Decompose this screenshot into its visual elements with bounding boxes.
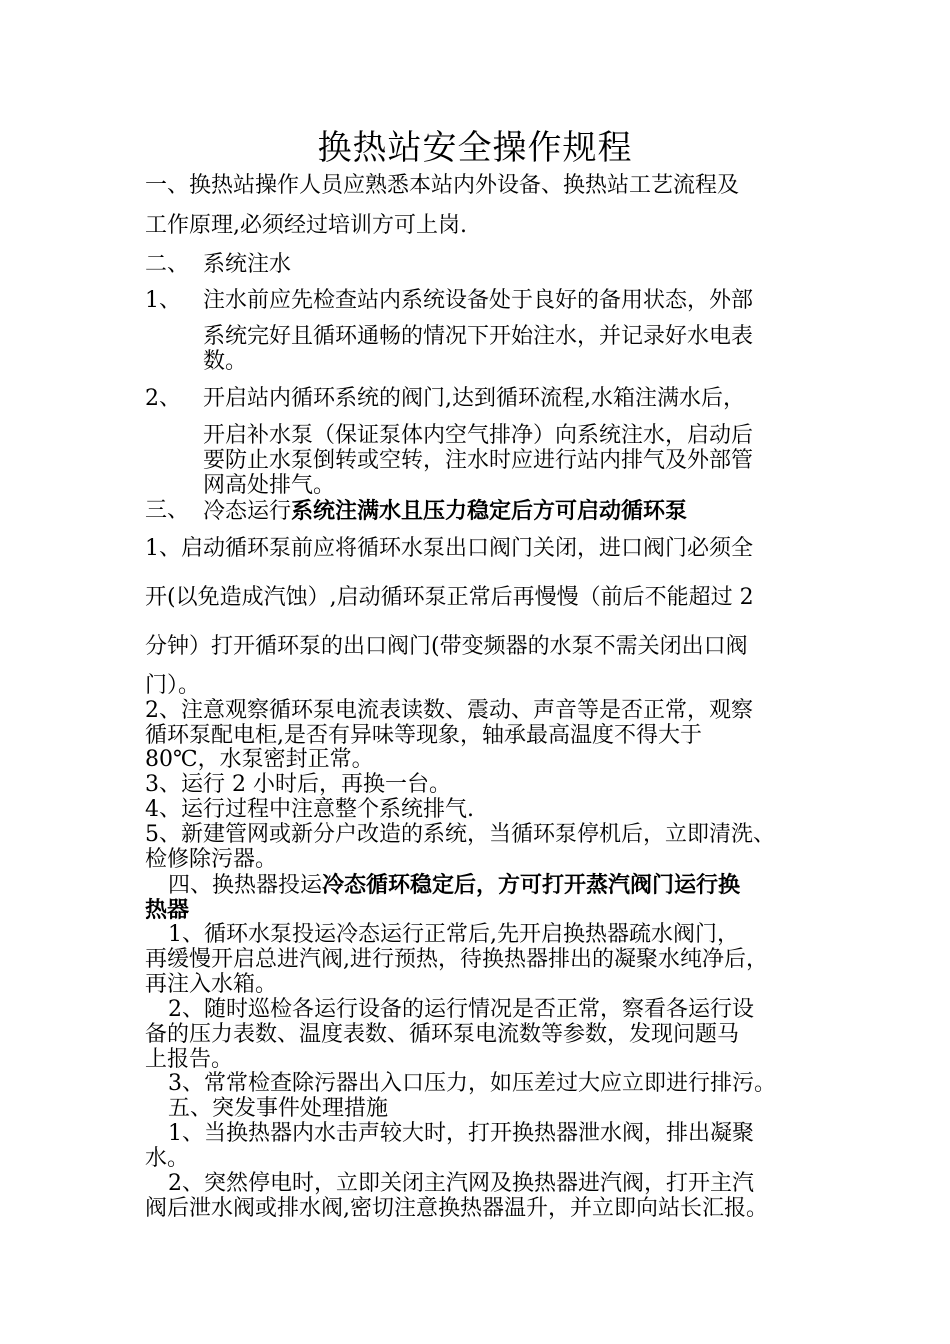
section-3-heading-normal: 冷态运行 [203, 499, 292, 524]
section-4-heading-bold-2: 热器 [145, 897, 190, 923]
section-5-item-2-line-2: 阀后泄水阀或排水阀,密切注意换热器温升，并立即向站长汇报。 [145, 1196, 768, 1221]
section-2-item-1-line-3: 数。 [203, 349, 248, 374]
section-2-item-2-number: 2、 [145, 386, 181, 411]
section-5-heading: 五、突发事件处理措施 [168, 1096, 389, 1121]
section-3-item-1-line-1: 1、启动循环泵前应将循环水泵出口阀门关闭，进口阀门必须全 [145, 536, 753, 561]
section-4-item-1-line-1: 1、循环水泵投运冷态运行正常后,先开启换热器疏水阀门， [168, 922, 739, 947]
section-2-item-2-line-1: 开启站内循环系统的阀门,达到循环流程,水箱注满水后， [203, 386, 745, 411]
section-2-item-1-line-2: 系统完好且循环通畅的情况下开始注水，并记录好水电表 [203, 324, 754, 349]
section-2-item-1-number: 1、 [145, 288, 181, 313]
section-2-item-2-line-4: 网高处排气。 [203, 473, 336, 498]
section-3-item-4: 4、运行过程中注意整个系统排气. [145, 797, 474, 822]
section-4-item-2-line-2: 备的压力表数、温度表数、循环泵电流数等参数，发现问题马 [145, 1022, 740, 1047]
document-title: 换热站安全操作规程 [317, 128, 633, 168]
section-4-item-2-line-1: 2、随时巡检各运行设备的运行情况是否正常，察看各运行设 [168, 997, 754, 1022]
section-2-heading: 系统注水 [203, 252, 292, 277]
section-3-item-1-line-3: 分钟）打开循环泵的出口阀门(带变频器的水泵不需关闭出口阀 [145, 634, 748, 659]
section-2-item-2-line-3: 要防止水泵倒转或空转，注水时应进行站内排气及外部管 [203, 448, 754, 473]
section-2-item-2-line-2: 开启补水泵（保证泵体内空气排净）向系统注水，启动后 [203, 423, 754, 448]
section-3-item-1-line-2: 开(以免造成汽蚀）,启动循环泵正常后再慢慢（前后不能超过 2 [145, 585, 754, 610]
section-4-heading-bold-1: 冷态循环稳定后，方可打开蒸汽阀门运行换 [322, 872, 741, 898]
section-3-heading [203, 497, 687, 526]
section-5-item-1-line-1: 1、当换热器内水击声较大时，打开换热器泄水阀，排出凝聚 [168, 1121, 754, 1146]
section-2-item-1-line-1: 注水前应先检查站内系统设备处于良好的备用状态，外部 [203, 288, 754, 313]
section-4-item-1-line-2: 再缓慢开启总进汽阀,进行预热，待换热器排出的凝聚水纯净后， [145, 947, 768, 972]
section-2-number: 二、 [145, 252, 190, 277]
section-4-item-2-line-3: 上报告。 [145, 1047, 234, 1072]
section-3-item-3: 3、运行 2 小时后，再换一台。 [145, 772, 451, 797]
section-3-item-1-line-4: 门）。 [145, 673, 201, 698]
section-4-item-1-line-3: 再注入水箱。 [145, 972, 278, 997]
section-3-item-2-line-2: 循环泵配电柜,是否有异味等现象，轴承最高温度不得大于 [145, 723, 702, 748]
section-1-line-1: 一、换热站操作人员应熟悉本站内外设备、换热站工艺流程及 [145, 173, 740, 198]
section-3-number: 三、 [145, 498, 190, 523]
section-4-item-3: 3、常常检查除污器出入口压力，如压差过大应立即进行排污。 [168, 1071, 776, 1096]
section-3-item-5-line-2: 检修除污器。 [145, 847, 278, 872]
section-4-heading-normal: 四、换热器投运 [168, 873, 323, 898]
section-3-heading-bold: 系统注满水且压力稳定后方可启动循环泵 [291, 498, 688, 524]
section-4-heading [168, 871, 740, 900]
section-5-item-2-line-1: 2、突然停电时，立即关闭主汽网及换热器进汽阀，打开主汽 [168, 1171, 754, 1196]
section-3-item-2-line-3: 80℃，水泵密封正常。 [145, 747, 374, 772]
section-1-line-2: 工作原理,必须经过培训方可上岗. [145, 213, 467, 238]
section-5-item-1-line-2: 水。 [145, 1146, 190, 1171]
section-3-item-2-line-1: 2、注意观察循环泵电流表读数、震动、声音等是否正常，观察 [145, 698, 753, 723]
section-3-item-5-line-1: 5、新建管网或新分户改造的系统，当循环泵停机后，立即清洗、 [145, 822, 775, 847]
